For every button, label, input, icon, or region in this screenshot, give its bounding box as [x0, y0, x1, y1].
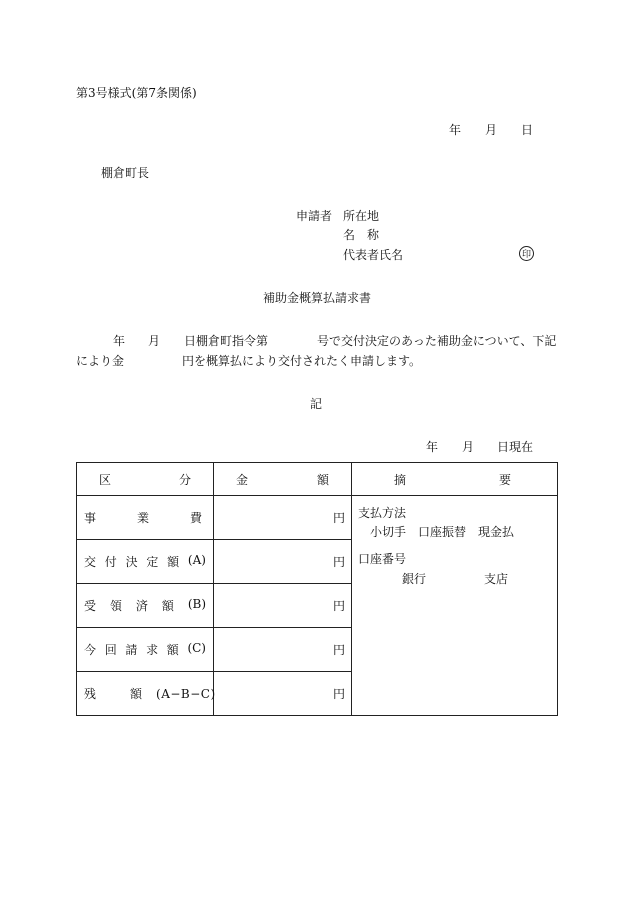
row-label-project-cost: 事 業 費: [77, 496, 214, 540]
date-month: 月: [485, 123, 498, 137]
table-header-row: [77, 463, 558, 496]
applicant-label: 申請者: [296, 209, 333, 223]
amount-field-received[interactable]: 円: [214, 584, 352, 628]
seal-mark: 印: [519, 246, 534, 261]
note-heading: 記: [310, 397, 323, 411]
body-ref: 日棚倉町指令第: [184, 334, 269, 348]
payment-options[interactable]: 小切手 口座振替 現金払: [370, 525, 515, 540]
document-title: 補助金概算払請求書: [263, 291, 372, 305]
as-of-day: 日現在: [497, 440, 534, 454]
as-of-year: 年: [426, 440, 439, 454]
amount-field-current-claim[interactable]: 円: [214, 628, 352, 672]
header-category: 区 分: [77, 463, 214, 496]
header-remarks: 摘 要: [352, 463, 558, 496]
amount-field-balance[interactable]: 円: [214, 672, 352, 716]
row-label-current-claim: 今 回 請 求 額 (C): [77, 628, 214, 672]
body-line1-rest: 号で交付決定のあった補助金について、下記: [317, 334, 557, 348]
row-label-received: 受 領 済 額 (B): [77, 584, 214, 628]
form-number: 第3号様式(第7条関係): [76, 86, 197, 100]
representative-label: 代表者氏名: [343, 248, 404, 262]
date-day: 日: [521, 123, 534, 137]
as-of-month: 月: [462, 440, 475, 454]
payment-method-label: 支払方法: [358, 506, 407, 520]
date-year: 年: [449, 123, 462, 137]
name-label: 名 称: [343, 228, 380, 242]
row-label-grant-decision: 交 付 決 定 額 (A): [77, 540, 214, 584]
body-month: 月: [148, 334, 161, 348]
branch-label: 支店: [484, 571, 509, 586]
addressee: 棚倉町長: [101, 166, 150, 180]
body-line2-rest: 円を概算払により交付されたく申請します。: [182, 354, 422, 368]
account-number-label: 口座番号: [358, 552, 407, 567]
bank-label: 銀行: [402, 571, 427, 586]
claim-table: [76, 462, 558, 716]
body-line2-start: により金: [76, 354, 125, 368]
body-year: 年: [113, 334, 126, 348]
amount-field-project-cost[interactable]: 円: [214, 496, 352, 540]
remarks-cell: [352, 496, 558, 716]
header-amount: 金 額: [214, 463, 352, 496]
row-label-balance: 残 額 (A−B−C): [77, 672, 214, 716]
table-row: [77, 496, 558, 540]
amount-field-grant-decision[interactable]: 円: [214, 540, 352, 584]
location-label: 所在地: [343, 209, 380, 223]
